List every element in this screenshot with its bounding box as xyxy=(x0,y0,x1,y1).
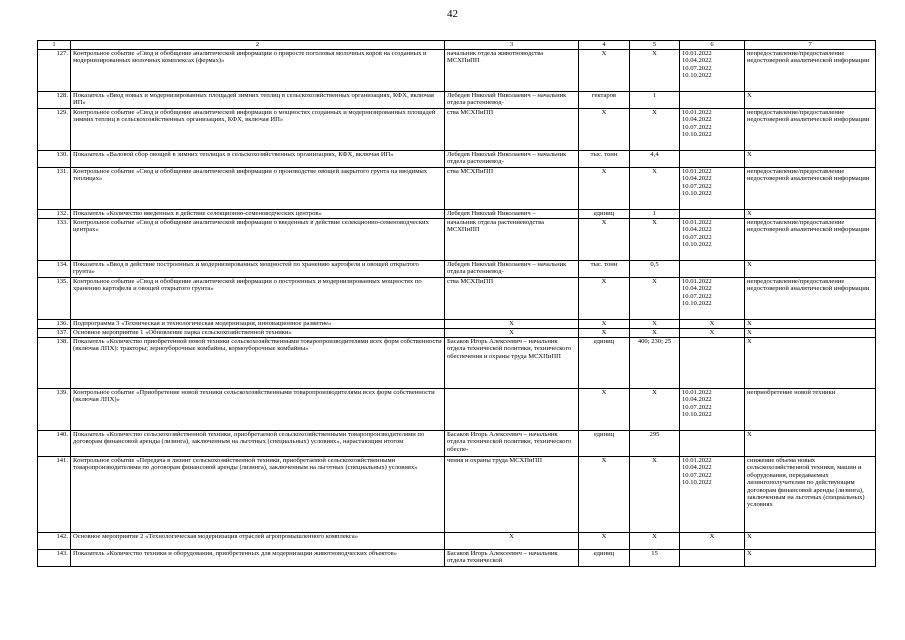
unit-cell: X xyxy=(579,278,630,320)
unit-cell: X xyxy=(579,109,630,151)
row-number: 128. xyxy=(38,92,71,109)
row-description: Показатель «Количество техники и оборудования, приобретенных для модернизации животноводческих объектов» xyxy=(71,550,445,567)
unit-cell: X xyxy=(579,533,630,550)
unit-cell: X xyxy=(579,389,630,431)
value-cell: X xyxy=(630,168,680,210)
dates-cell xyxy=(680,533,745,550)
risk-cell: непредоставление/предоставление недостоверной аналитической информации xyxy=(745,278,876,320)
dates-cell xyxy=(680,50,745,92)
row-description: Контрольное событие «Свод и обобщение аналитической информации о построенных и модернизированных мощностях по хранению картофеля и овощей открытого грунта» xyxy=(71,278,445,320)
date-line: 10.10.2022 xyxy=(682,479,712,487)
risk-cell: непредоставление/предоставление недостоверной аналитической информации xyxy=(745,168,876,210)
value-cell: 0,5 xyxy=(630,261,680,278)
dates-cell xyxy=(680,338,745,389)
row-description: Контрольное событие «Передача в лизинг сельскохозяйственной техники, приобретаемой сельскохозяйственными товаропроизводителями по договорам финансовой аренды (лизинга), заключенным на льготных (специальных) условиях» xyxy=(71,457,445,533)
measures-table xyxy=(37,40,876,567)
col-header: 2 xyxy=(71,41,445,50)
date-line: 10.07.2022 xyxy=(682,403,712,411)
unit-cell: X xyxy=(579,457,630,533)
table-row xyxy=(38,389,876,431)
row-number: 142. xyxy=(38,533,71,550)
dates-cell xyxy=(680,210,745,219)
risk-cell: X xyxy=(745,550,876,567)
row-number: 131. xyxy=(38,168,71,210)
table-row xyxy=(38,550,876,567)
dates-cell xyxy=(680,320,745,329)
date-line: 10.01.2022 xyxy=(682,109,712,116)
row-description: Контрольное событие «Свод и обобщение аналитической информации о введенных в действие селекционно-семеноводческих центрах» xyxy=(71,219,445,261)
value-cell: 400; 230; 25 xyxy=(630,338,680,389)
date-line: 10.10.2022 xyxy=(682,190,712,198)
date-line: 10.07.2022 xyxy=(682,471,712,479)
table-row xyxy=(38,457,876,533)
row-number: 141. xyxy=(38,457,71,533)
date-line: 10.04.2022 xyxy=(682,175,712,183)
responsible-person: Басаков Игорь Алексеевич – начальник отдела технической политики, технического обеспе- xyxy=(445,431,579,457)
row-description: Контрольное событие «Свод и обобщение аналитической информации о приросте поголовья молочных коров на созданных и модернизированных молочных комплексах (фермах)» xyxy=(71,50,445,92)
value-cell: X xyxy=(630,457,680,533)
responsible-person: ства МСХПиПП xyxy=(445,109,579,151)
date-line: 10.07.2022 xyxy=(682,123,712,131)
dates-cell xyxy=(680,389,745,431)
value-cell: X xyxy=(630,533,680,550)
date-line: 10.04.2022 xyxy=(682,57,712,65)
unit-cell: X xyxy=(579,168,630,210)
col-header: 5 xyxy=(630,41,680,50)
risk-cell: X xyxy=(745,261,876,278)
date-line: 10.01.2022 xyxy=(682,168,712,175)
value-cell: X xyxy=(630,109,680,151)
responsible-person xyxy=(445,389,579,431)
row-description: Показатель «Ввод новых и модернизированных площадей зимних теплиц в сельскохозяйственных организациях, КФХ, включая ИП» xyxy=(71,92,445,109)
dates-cell xyxy=(680,329,745,338)
date-line: 10.10.2022 xyxy=(682,411,712,419)
table-row xyxy=(38,261,876,278)
risk-cell: X xyxy=(745,151,876,168)
date-line: 10.10.2022 xyxy=(682,131,712,139)
table-row xyxy=(38,168,876,210)
unit-cell: X xyxy=(579,320,630,329)
row-description: Контрольное событие «Свод и обобщение аналитической информации о производстве овощей закрытого грунта на вводимых теплицах» xyxy=(71,168,445,210)
table-row xyxy=(38,109,876,151)
table-row xyxy=(38,320,876,329)
date-line: 10.04.2022 xyxy=(682,396,712,404)
dates-cell xyxy=(680,261,745,278)
table-row xyxy=(38,329,876,338)
table-row xyxy=(38,278,876,320)
date-line: 10.01.2022 xyxy=(682,219,712,226)
unit-cell: единиц xyxy=(579,338,630,389)
table-row xyxy=(38,210,876,219)
date-line: 10.07.2022 xyxy=(682,292,712,300)
risk-cell: X xyxy=(745,431,876,457)
value-cell: X xyxy=(630,389,680,431)
col-header: 3 xyxy=(445,41,579,50)
row-number: 130. xyxy=(38,151,71,168)
date-line: 10.01.2022 xyxy=(682,50,712,57)
value-cell: 4,4 xyxy=(630,151,680,168)
row-number: 136. xyxy=(38,320,71,329)
dates-cell xyxy=(680,457,745,533)
risk-cell: снижение объема новых сельскохозяйственной техники, машин и оборудования, передаваемых лизингополучателям по действующим договорам финансовой аренды (лизинга), заключенным на льготных (специальных) условиях xyxy=(745,457,876,533)
responsible-person: X xyxy=(445,320,579,329)
col-header: 1 xyxy=(38,41,71,50)
table-row xyxy=(38,50,876,92)
date-line: 10.07.2022 xyxy=(682,233,712,241)
value-cell: X xyxy=(630,278,680,320)
value-cell: 1 xyxy=(630,92,680,109)
col-header: 7 xyxy=(745,41,876,50)
row-description: Показатель «Количество сельскохозяйственной техники, приобретаемой сельскохозяйственными товаропроизводителями по договорам финансовой аренды (лизинга), заключенным на льготных (специальных) условиях», нарастающим итогом xyxy=(71,431,445,457)
value-cell: X xyxy=(630,50,680,92)
date-line: X xyxy=(709,533,715,540)
date-line: 10.01.2022 xyxy=(682,389,712,396)
row-description: Контрольное событие «Приобретение новой техники сельскохозяйственными товаропроизводителями всех форм собственности (включая ЛПХ)» xyxy=(71,389,445,431)
row-description: Подпрограмма 3 «Техническая и технологическая модернизация, инновационное развитие» xyxy=(71,320,445,329)
risk-cell: X xyxy=(745,92,876,109)
date-line: 10.04.2022 xyxy=(682,285,712,293)
row-number: 138. xyxy=(38,338,71,389)
responsible-person: Басаков Игорь Алексеевич – начальник отдела технической политики, технического обеспечения и охраны труда МСХПиПП xyxy=(445,338,579,389)
row-number: 127. xyxy=(38,50,71,92)
responsible-person: Лебедев Николай Николаевич – начальник отдела растениевод- xyxy=(445,261,579,278)
date-line: 10.10.2022 xyxy=(682,300,712,308)
risk-cell: X xyxy=(745,329,876,338)
risk-cell: неприобретение новой техники xyxy=(745,389,876,431)
responsible-person: ства МСХПиПП xyxy=(445,168,579,210)
value-cell: 1 xyxy=(630,210,680,219)
table-row xyxy=(38,92,876,109)
table-row xyxy=(38,533,876,550)
row-description: Показатель «Количество приобретенной новой техники сельскохозяйственными товаропроизводителями всех форм собственности (включая ЛПХ): тракторы; зерноуборочные комбайны, кормоуборочные комбайны» xyxy=(71,338,445,389)
responsible-person: чения и охраны труда МСХПиПП xyxy=(445,457,579,533)
row-number: 139. xyxy=(38,389,71,431)
date-line: 10.01.2022 xyxy=(682,457,712,464)
dates-cell xyxy=(680,219,745,261)
risk-cell: непредоставление/предоставление недостоверной аналитической информации xyxy=(745,219,876,261)
dates-cell xyxy=(680,92,745,109)
row-description: Показатель «Ввод в действие построенных и модернизированных мощностей по хранению картофеля и овощей открытого грунта» xyxy=(71,261,445,278)
risk-cell: непредоставление/предоставление недостоверной аналитической информации xyxy=(745,109,876,151)
table-row xyxy=(38,338,876,389)
responsible-person: Лебедев Николай Николаевич – начальник отдела растениевод- xyxy=(445,151,579,168)
unit-cell: X xyxy=(579,50,630,92)
date-line: 10.04.2022 xyxy=(682,226,712,234)
risk-cell: X xyxy=(745,338,876,389)
responsible-person: ства МСХПиПП xyxy=(445,278,579,320)
date-line: 10.04.2022 xyxy=(682,116,712,124)
risk-cell: X xyxy=(745,210,876,219)
col-header: 4 xyxy=(579,41,630,50)
row-description: Основное мероприятие 2 «Технологическая модернизация отраслей агропромышленного комплекса» xyxy=(71,533,445,550)
table-row xyxy=(38,431,876,457)
row-number: 137. xyxy=(38,329,71,338)
unit-cell: тыс. тонн xyxy=(579,261,630,278)
dates-cell xyxy=(680,278,745,320)
row-description: Основное мероприятие 1 «Обновление парка сельскохозяйственной техники» xyxy=(71,329,445,338)
value-cell: X xyxy=(630,320,680,329)
date-line: X xyxy=(709,329,715,336)
row-number: 133. xyxy=(38,219,71,261)
unit-cell: тыс. тонн xyxy=(579,151,630,168)
unit-cell: гектаров xyxy=(579,92,630,109)
unit-cell: единиц xyxy=(579,210,630,219)
dates-cell xyxy=(680,109,745,151)
risk-cell: непредоставление/предоставление недостоверной аналитической информации xyxy=(745,50,876,92)
responsible-person: начальник отдела животноводства МСХПиПП xyxy=(445,50,579,92)
value-cell: X xyxy=(630,219,680,261)
value-cell: 15 xyxy=(630,550,680,567)
date-line: 10.10.2022 xyxy=(682,241,712,249)
date-line: 10.07.2022 xyxy=(682,182,712,190)
table-row xyxy=(38,151,876,168)
row-number: 129. xyxy=(38,109,71,151)
row-number: 143. xyxy=(38,550,71,567)
responsible-person: X xyxy=(445,533,579,550)
unit-cell: единиц xyxy=(579,431,630,457)
dates-cell xyxy=(680,550,745,567)
responsible-person: Басаков Игорь Алексеевич – начальник отдела технической xyxy=(445,550,579,567)
table-row xyxy=(38,219,876,261)
date-line: 10.01.2022 xyxy=(682,278,712,285)
unit-cell: X xyxy=(579,219,630,261)
row-number: 135. xyxy=(38,278,71,320)
responsible-person: Лебедев Николай Николаевич – xyxy=(445,210,579,219)
value-cell: X xyxy=(630,329,680,338)
row-description: Показатель «Количество введенных в действие селекционно-семеноводческих центров» xyxy=(71,210,445,219)
col-header: 6 xyxy=(680,41,745,50)
value-cell: 295 xyxy=(630,431,680,457)
responsible-person: начальник отдела растениеводства МСХПиПП xyxy=(445,219,579,261)
date-line: X xyxy=(709,320,715,327)
responsible-person: Лебедев Николай Николаевич – начальник отдела растениевод- xyxy=(445,92,579,109)
risk-cell: X xyxy=(745,533,876,550)
responsible-person: X xyxy=(445,329,579,338)
row-number: 140. xyxy=(38,431,71,457)
row-description: Показатель «Валовой сбор овощей в зимних теплицах в сельскохозяйственных организациях, КФХ, включая ИП» xyxy=(71,151,445,168)
header-row xyxy=(38,41,876,50)
row-description: Контрольное событие «Свод и обобщение аналитической информации о мощностях созданных и модернизированных площадей зимних теплиц в сельскохозяйственных организациях, КФХ, включая ИП» xyxy=(71,109,445,151)
dates-cell xyxy=(680,151,745,168)
risk-cell: X xyxy=(745,320,876,329)
dates-cell xyxy=(680,168,745,210)
unit-cell: X xyxy=(579,329,630,338)
row-number: 134. xyxy=(38,261,71,278)
unit-cell: единиц xyxy=(579,550,630,567)
dates-cell xyxy=(680,431,745,457)
date-line: 10.04.2022 xyxy=(682,464,712,472)
date-line: 10.10.2022 xyxy=(682,72,712,80)
page-number: 42 xyxy=(447,8,458,20)
row-number: 132. xyxy=(38,210,71,219)
date-line: 10.07.2022 xyxy=(682,64,712,72)
